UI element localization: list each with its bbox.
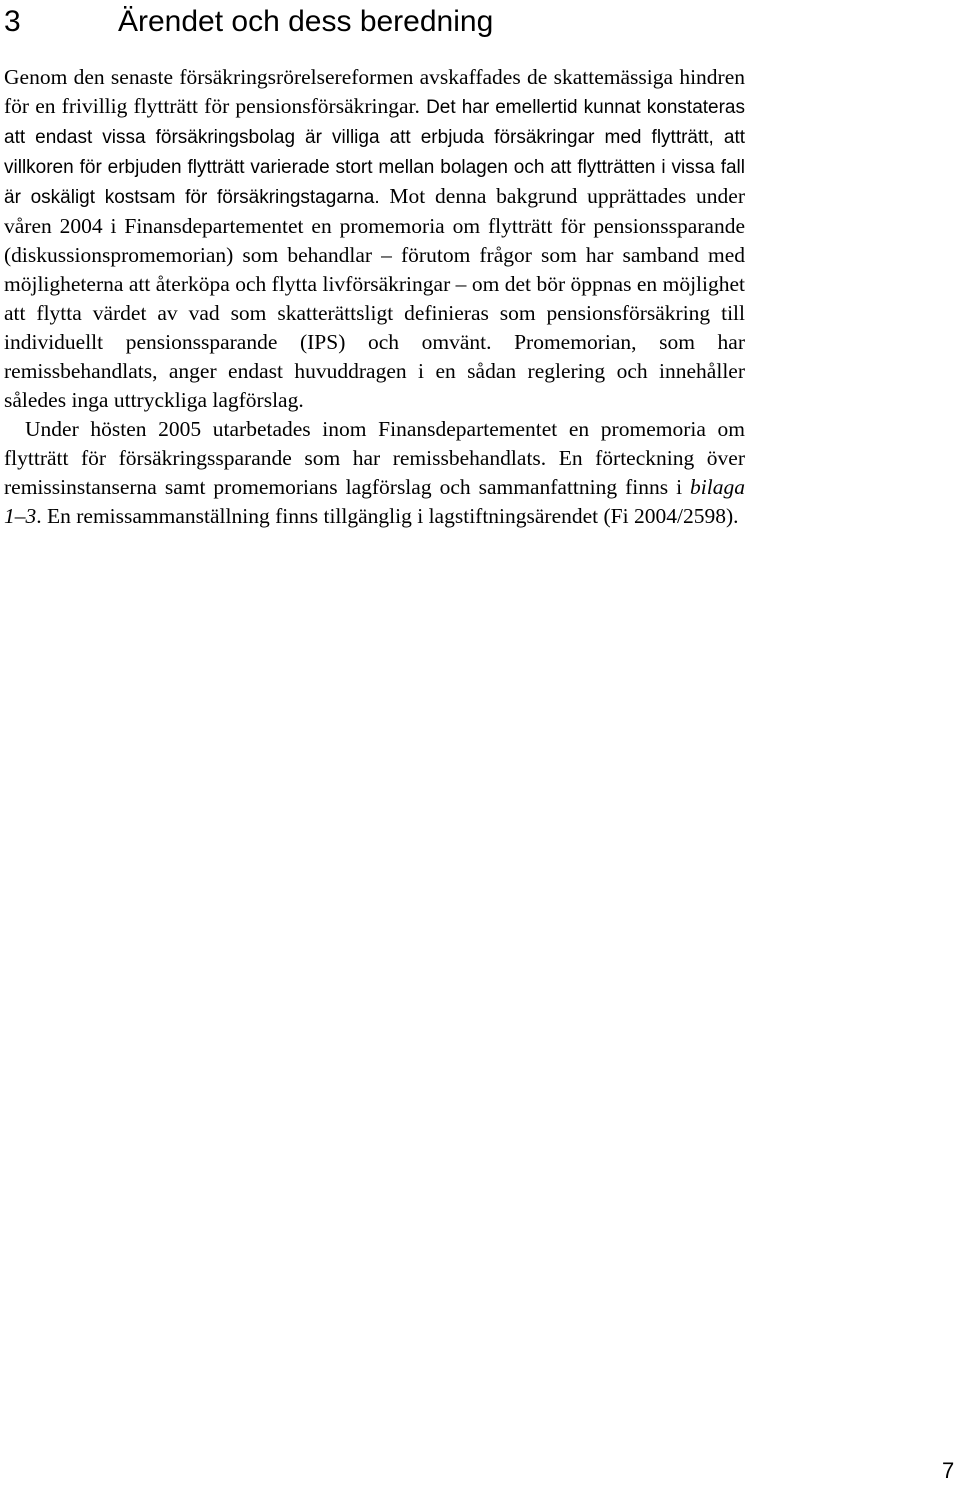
chapter-heading: [4, 2, 493, 42]
paragraph-1: [4, 63, 745, 415]
appendix-reference: bilaga 1–3: [4, 475, 745, 528]
chapter-number: 3: [4, 5, 21, 38]
paragraph-2-rest: . En remissammanställning finns tillgänglig i lagstiftningsärendet (Fi 2004/2598).: [36, 504, 739, 528]
body-text: [4, 63, 745, 531]
paragraph-2-intro: Under hösten 2005 utarbetades inom Finansdepartementet en promemoria om flytträtt för försäkringssparande som har remissbehandlats. En förteckning över remissinstanserna samt promemorians lagförslag och sammanfattning finns i: [4, 417, 745, 499]
chapter-title: Ärendet och dess beredning: [118, 5, 494, 38]
page-number: 7: [942, 1458, 955, 1483]
paragraph-2: [4, 415, 745, 531]
paragraph-1-intro: Genom den senaste försäkringsrörelsereformen avskaffades de skattemässiga hindren för en frivillig flytträtt för pensionsförsäkringar.: [4, 65, 745, 118]
paragraph-1-rest: Mot denna bakgrund upprättades under våren 2004 i Finansdepartementet en promemoria om flytträtt för pensionssparande (diskussionspromemorian) som behandlar – förutom frågor som har samband med möjligheterna att återköpa och flytta livförsäkringar – om det bör öppnas en möjlighet att flytta värdet av vad som skatterättsligt definieras som pensionsförsäkring till individuellt pensionssparande (IPS) och omvänt. Promemorian, som har remissbehandlats, anger endast huvuddragen i en sådan reglering och innehåller således inga uttryckliga lagförslag.: [4, 184, 745, 412]
paragraph-1-sans-segment: Det har emellertid kunnat konstateras att endast vissa försäkringsbolag är villiga att erbjuda försäkringar med flytträtt, att villkoren för erbjuden flytträtt varierade stort mellan bolagen och att flytträtten i vissa fall är oskäligt kostsam för försäkringstagarna.: [4, 97, 745, 208]
